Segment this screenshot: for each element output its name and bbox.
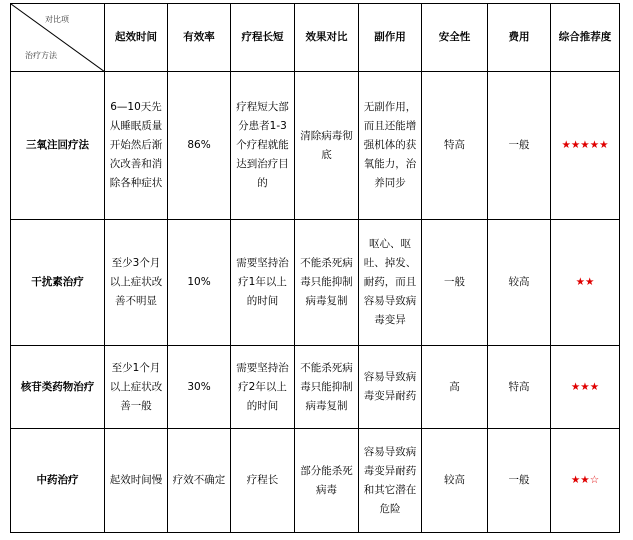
course-cell: 疗程长 — [231, 429, 295, 533]
efficacy-cell: 30% — [168, 346, 231, 429]
side-effects-cell: 容易导致病毒变异耐药 — [359, 346, 422, 429]
rating-stars: ★★★★★ — [551, 72, 620, 220]
side-effects-cell: 容易导致病毒变异耐药和其它潜在危险 — [359, 429, 422, 533]
header-side-effects: 副作用 — [359, 4, 422, 72]
table-row — [11, 220, 620, 346]
effect-cell: 清除病毒彻底 — [295, 72, 359, 220]
table-row — [11, 346, 620, 429]
safety-cell: 特高 — [422, 72, 488, 220]
corner-label-bottom: 治疗方法 — [25, 51, 57, 60]
course-cell: 疗程短大部分患者1-3个疗程就能达到治疗目的 — [231, 72, 295, 220]
rating-stars: ★★★ — [551, 346, 620, 429]
method-name: 中药治疗 — [11, 429, 105, 533]
efficacy-cell: 86% — [168, 72, 231, 220]
onset-cell: 至少3个月以上症状改善不明显 — [105, 220, 168, 346]
effect-cell: 部分能杀死病毒 — [295, 429, 359, 533]
side-effects-cell: 呕心、呕吐、掉发、耐药，而且容易导致病毒变异 — [359, 220, 422, 346]
rating-stars: ★★ — [551, 220, 620, 346]
effect-cell: 不能杀死病毒只能抑制病毒复制 — [295, 346, 359, 429]
diagonal-corner-cell — [11, 4, 105, 72]
safety-cell: 较高 — [422, 429, 488, 533]
corner-label-top: 对比项 — [45, 15, 69, 24]
efficacy-cell: 10% — [168, 220, 231, 346]
table-row — [11, 429, 620, 533]
onset-cell: 至少1个月以上症状改善一般 — [105, 346, 168, 429]
safety-cell: 高 — [422, 346, 488, 429]
header-effect: 效果对比 — [295, 4, 359, 72]
table-row — [11, 72, 620, 220]
course-cell: 需要坚持治疗2年以上的时间 — [231, 346, 295, 429]
comparison-table — [10, 3, 620, 533]
cost-cell: 较高 — [488, 220, 551, 346]
efficacy-cell: 疗效不确定 — [168, 429, 231, 533]
course-cell: 需要坚持治疗1年以上的时间 — [231, 220, 295, 346]
method-name: 三氧注回疗法 — [11, 72, 105, 220]
header-safety: 安全性 — [422, 4, 488, 72]
header-cost: 费用 — [488, 4, 551, 72]
rating-stars: ★★☆ — [551, 429, 620, 533]
header-row — [11, 4, 620, 72]
header-course: 疗程长短 — [231, 4, 295, 72]
onset-cell: 6—10天先从睡眠质量开始然后渐次改善和消除各种症状 — [105, 72, 168, 220]
method-name: 核苷类药物治疗 — [11, 346, 105, 429]
onset-cell: 起效时间慢 — [105, 429, 168, 533]
header-efficacy: 有效率 — [168, 4, 231, 72]
effect-cell: 不能杀死病毒只能抑制病毒复制 — [295, 220, 359, 346]
header-onset: 起效时间 — [105, 4, 168, 72]
safety-cell: 一般 — [422, 220, 488, 346]
cost-cell: 特高 — [488, 346, 551, 429]
side-effects-cell: 无副作用，而且还能增强机体的获氧能力，治养同步 — [359, 72, 422, 220]
method-name: 干扰素治疗 — [11, 220, 105, 346]
cost-cell: 一般 — [488, 72, 551, 220]
header-rating: 综合推荐度 — [551, 4, 620, 72]
cost-cell: 一般 — [488, 429, 551, 533]
